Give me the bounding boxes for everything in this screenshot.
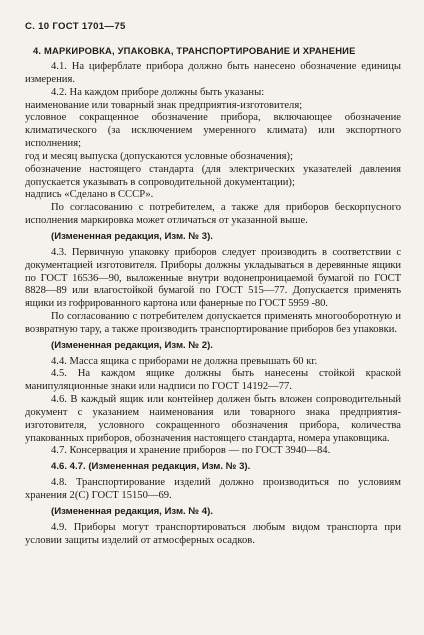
running-header: С. 10 ГОСТ 1701—75 [25, 21, 126, 32]
paragraph-4-9: 4.9. Приборы могут транспортироваться любым видом транспорта при условии защиты изделий от атмосферных осадков. [25, 521, 401, 546]
list-item-date: год и месяц выпуска (допускаются условные обозначения); [25, 150, 293, 162]
section-title: 4. МАРКИРОВКА, УПАКОВКА, ТРАНСПОРТИРОВАНИЕ И ХРАНЕНИЕ [33, 45, 356, 56]
list-item-designation: условное сокращенное обозначение прибора, включающее обозначение климатического (за исключением умеренного климата) или экспортного исполнения; [25, 112, 401, 150]
amendment-note: 4.6. 4.7. (Измененная редакция, Изм. № 3). [51, 461, 251, 473]
paragraph-4-1: 4.1. На циферблате прибора должно быть нанесено обозначение единицы измерения. [25, 61, 401, 85]
list-item-manufacturer: наименование или товарный знак предприятия-изготовителя; [25, 99, 303, 111]
amendment-note: (Измененная редакция, Изм. № 4). [51, 505, 213, 517]
amendment-note: (Измененная редакция, Изм. № 2). [51, 339, 213, 351]
paragraph-agreement-marking: По согласованию с потребителем, а также для приборов бескорпусного исполнения маркировка может отличаться от указанной выше. [25, 202, 401, 227]
paragraph-agreement-packaging: По согласованию с потребителем допускается применять многооборотную и возвратную тару, а также производить транспортирование приборов без упаковки. [25, 311, 401, 335]
paragraph-4-5: 4.5. На каждом ящике должны быть нанесены стойкой краской манипуляционные знаки или надписи по ГОСТ 14192—77. [25, 368, 401, 393]
paragraph-4-2: 4.2. На каждом приборе должны быть указаны: [51, 86, 265, 98]
amendment-note: (Измененная редакция, Изм. № 3). [51, 230, 213, 242]
paragraph-4-6: 4.6. В каждый ящик или контейнер должен быть вложен сопроводительный документ с указанием наименования или товарного знака предприятия-изготовителя, условного сокращенного обозначения прибора, количества упакованных приборов, обозначения настоящего стандарта, номера упаковщика. [25, 394, 401, 444]
section-body [25, 61, 401, 547]
paragraph-4-8: 4.8. Транспортирование изделий должно производиться по условиям хранения 2(С) ГОСТ 15150—69. [25, 477, 401, 501]
paragraph-4-4: 4.4. Масса ящика с приборами не должна превышать 60 кг. [51, 355, 318, 367]
list-item-inscription: надпись «Сделано в СССР». [25, 189, 154, 201]
paragraph-4-3: 4.3. Первичную упаковку приборов следует производить в соответствии с документацией изготовителя. Приборы должны укладываться в деревянные ящики по ГОСТ 16536—90, выложенные внутри водонепроницаемой бумагой по ГОСТ 8828—89 или влагостойкой бумагой по ГОСТ 515—77. Допускается применять ящики из гофрированного картона или фанерные по ГОСТ 5959 -80. [25, 246, 401, 310]
paragraph-4-7: 4.7. Консервация и хранение приборов — по ГОСТ 3940—84. [51, 445, 331, 457]
list-item-standard: обозначение настоящего стандарта (для электрических указателей давления допускается указывать в сопроводительной документации); [25, 163, 401, 188]
